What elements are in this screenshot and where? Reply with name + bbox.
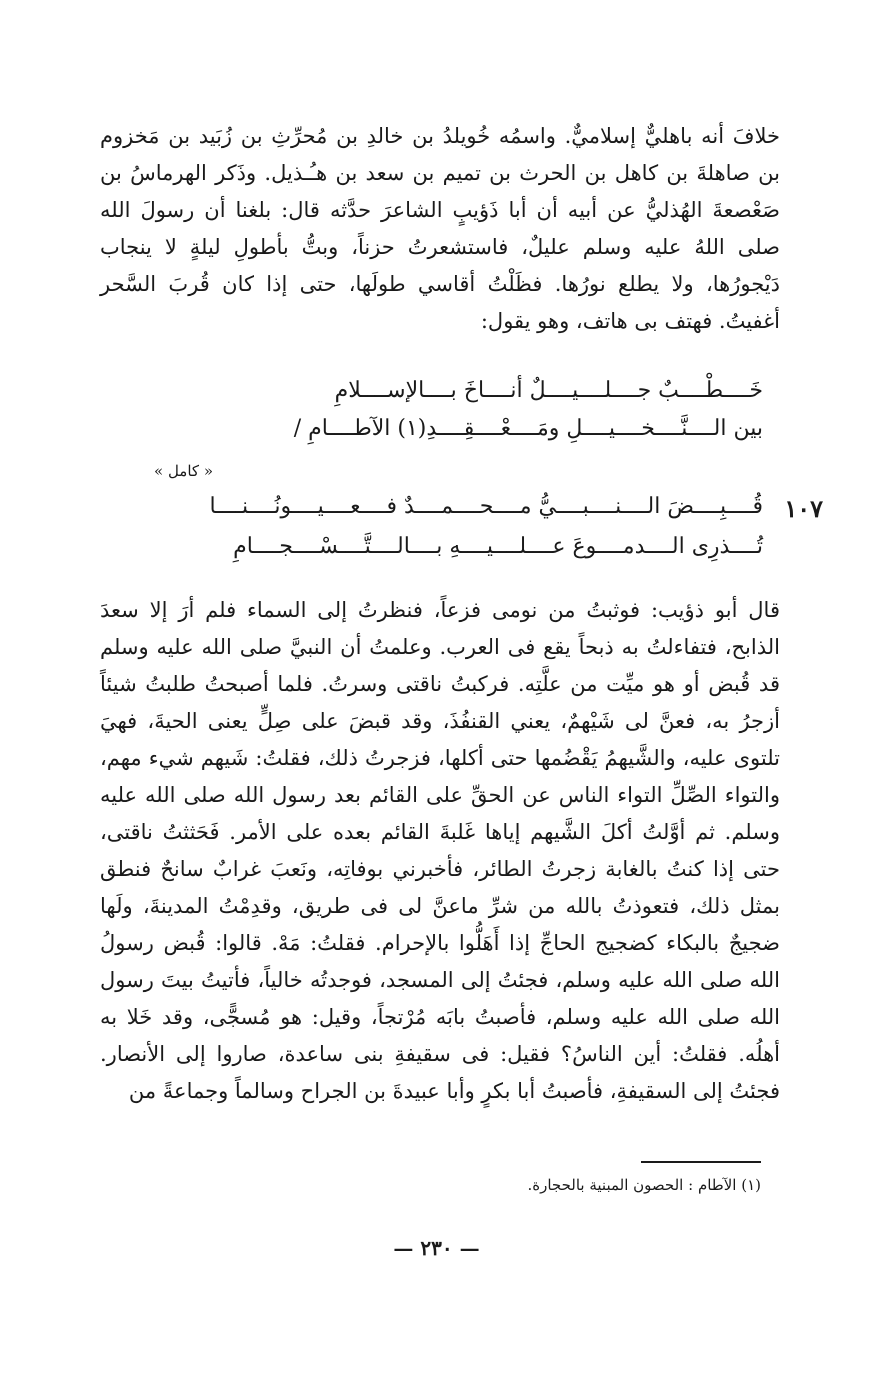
paragraph-opening: خلافَ أنه باهليٌّ إسلاميٌّ. واسمُه خُويلدُ بن خالدِ بن مُحرِّثِ بن زُبَيد بن مَخزوم بن صاهلةَ بن كاهل بن الحرث بن تميم بن سعد بن هـُـذيل. وذَكر الهرماسُ بن صَعْصعةَ الهُذليُّ عن أبيه أن أبا ذَؤيبٍ الشاعرَ حدَّثه قال: بلغنا أن رسولَ الله صلى اللهُ عليه وسلم عليلٌ، فاستشعرتُ حزناً، وبتُّ بأطولِ ليلةٍ لا ينجاب دَيْجورُها، ولا يطلع نورُها. فظَلْتُ أقاسي طولَها، حتى إذا كان قُربَ السَّحر أغفيتُ. فهتف بى هاتف، وهو يقول: [100, 124, 780, 333]
footnote-divider [641, 1161, 761, 1163]
poem-line-2: بين الــــنَّــــخــــيــــلِ ومَــــعْــــقِــــدِ(١) الآطــــامِ / [293, 416, 763, 441]
poem-meter-label: « كامل » [154, 462, 213, 480]
poem-line-4: تُــــذرِى الــــدمــــوعَ عــــلــــيــــهِ بــــالــــتَّــــسْــــجــــامِ [233, 534, 763, 559]
paragraph-narrative: قال أبو ذؤيب: فوثبتُ من نومى فزعاً، فنظرتُ إلى السماء فلم أرَ إلا سعدَ الذابح، فتفاءلتُ به ذبحاً يقع فى العرب. وعلمتُ أن النبيَّ صلى الله عليه وسلم قد قُبض أو هو ميِّت من علَّتِه. فركبتُ ناقتى وسرتُ. فلما أصبحتُ طلبتُ شيئاً أزجرُ به، فعنَّ لى شَيْهمٌ، يعني القنفُذَ، وقد قبضَ على صِلٍّ يعنى الحيةَ، فهيَ تلتوى عليه، والشَّيهمُ يَقْضُمها حتى أكلها، فزجرتُ ذلك، فقلتُ: شَيهم شيء مهم، والتواء الصِّلِّ التواء الناس عن الحقِّ على القائم بعد رسول الله صلى الله عليه وسلم. ثم أوَّلتُ أكلَ الشَّيهم إياها غَلبةَ القائم بعده على الأمر. فَحَثثتُ ناقتى، حتى إذا كنتُ بالغابة زجرتُ الطائر، فأخبرني بوفاتِه، ونَعبَ غرابٌ سانحٌ فنطق بمثل ذلك، فتعوذتُ بالله من شرِّ ماعنَّ لى فى طريق، وقدِمْتُ المدينةَ، ولَها ضجيجٌ بالبكاء كضجيج الحاجِّ إذا أَهَلُّوا بالإحرام. فقلتُ: مَهْ. قالوا: قُبض رسولُ الله صلى الله عليه وسلم، فجئتُ إلى المسجد، فوجدتُه خالياً، فأتيتُ بيتَ رسول الله صلى الله عليه وسلم، فأصبتُ بابَه مُرْتجاً، وقيل: هو مُسجًّى، وقد خَلا به أهلُه. فقلتُ: أين الناسُ؟ فقيل: فى سقيفةِ بنى ساعدة، صاروا إلى الأنصار. فجئتُ إلى السقيفةِ، فأصبتُ أبا بكرٍ وأبا عبيدةَ بن الجراح وسالماً وجماعةً من [100, 598, 780, 1103]
verse-number: ١٠٧ [784, 494, 823, 523]
poem-line-3: قُــــبِــــضَ الــــنــــبــــيُّ مــــحــــمــــدٌ فــــعــــيــــونُــــنــــا [209, 494, 763, 519]
footnote: (١) الآطام : الحصون المبنية بالحجارة. [527, 1176, 761, 1194]
poem-line-1: خَــــطْــــبٌ جــــلــــيــــلٌ أنــــاخَ بــــالإســــلامِ [334, 378, 763, 403]
page-number: — ٢٣٠ — [393, 1236, 480, 1260]
